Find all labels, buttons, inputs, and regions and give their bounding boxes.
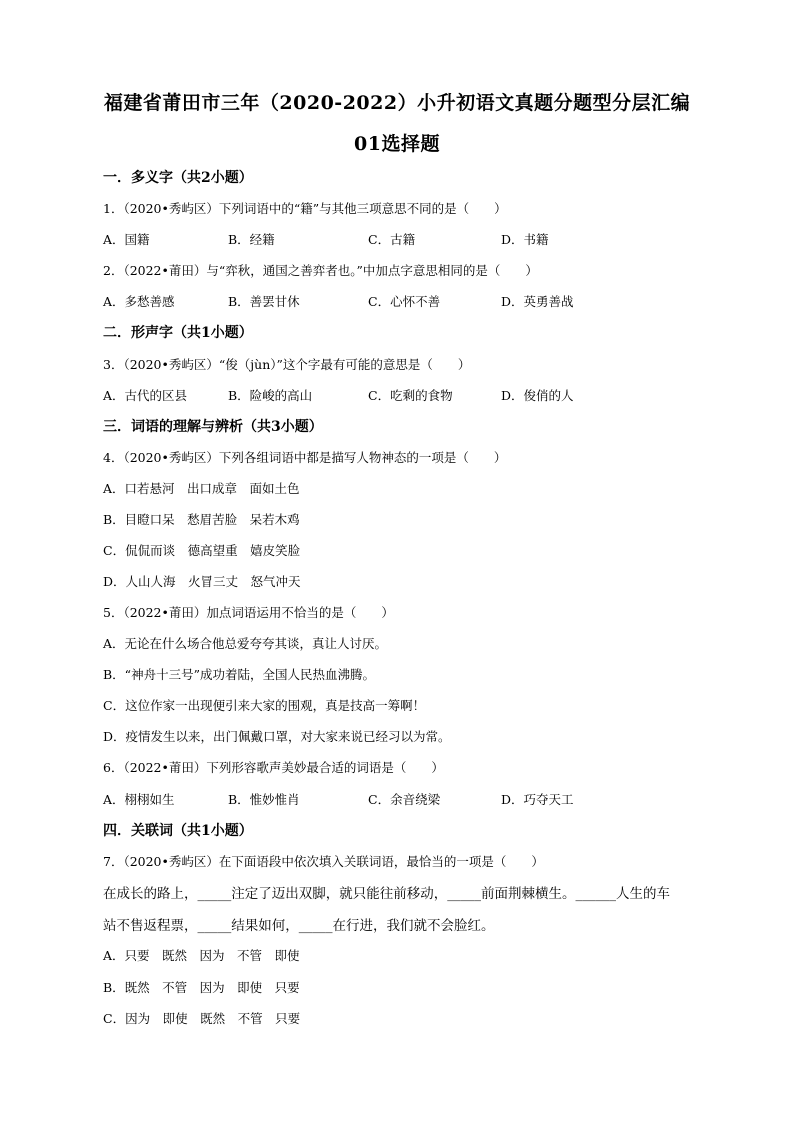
question-7-option-a: A．只要 既然 因为 不管 即使 <box>103 948 300 963</box>
option-c: C．吃剩的食物 <box>368 388 453 403</box>
section-heading-conjunctions: 四．关联词（共1小题） <box>103 823 253 839</box>
option-c: C．心怀不善 <box>368 294 441 309</box>
question-6-stem: 6．（2022•莆田）下列形容歌声美妙最合适的词语是（ ） <box>103 760 444 775</box>
question-4-stem: 4．（2020•秀屿区）下列各组词语中都是描写人物神态的一项是（ ） <box>103 450 507 465</box>
question-2-stem: 2．（2022•莆田）与“弈秋，通国之善弈者也。”中加点字意思相同的是（ ） <box>103 263 538 278</box>
question-4-option-c: C．侃侃而谈 德高望重 嬉皮笑脸 <box>103 543 301 558</box>
question-4-option-d: D．人山人海 火冒三丈 怒气冲天 <box>103 574 301 589</box>
option-a: A．多愁善感 <box>103 294 175 309</box>
section-heading-polysemy: 一．多义字（共2小题） <box>103 170 253 186</box>
option-d: D．巧夺天工 <box>501 792 574 807</box>
question-5-option-a: A．无论在什么场合他总爱夸夸其谈，真让人讨厌。 <box>103 636 388 651</box>
document-subtitle: 01选择题 <box>354 133 440 155</box>
option-d: D．俊俏的人 <box>501 388 574 403</box>
document-title: 福建省莆田市三年（2020-2022）小升初语文真题分题型分层汇编 <box>103 92 691 114</box>
option-c: C．古籍 <box>368 232 416 247</box>
option-c: C．余音绕梁 <box>368 792 441 807</box>
option-b: B．惟妙惟肖 <box>228 792 300 807</box>
question-7-passage-line-2: 站不售返程票，_____结果如何，_____在行进，我们就不会脸红。 <box>103 918 495 934</box>
section-heading-pictophonetic: 二．形声字（共1小题） <box>103 325 253 341</box>
question-3-stem: 3．（2020•秀屿区）“俊（jùn）”这个字最有可能的意思是（ ） <box>103 357 471 372</box>
option-d: D．英勇善战 <box>501 294 574 309</box>
option-a: A．栩栩如生 <box>103 792 175 807</box>
option-b: B．经籍 <box>228 232 275 247</box>
question-1-stem: 1．（2020•秀屿区）下列词语中的“籍”与其他三项意思不同的是（ ） <box>103 201 507 216</box>
question-4-option-a: A．口若悬河 出口成章 面如土色 <box>103 481 300 496</box>
option-b: B．险峻的高山 <box>228 388 313 403</box>
question-4-option-b: B．目瞪口呆 愁眉苦脸 呆若木鸡 <box>103 512 300 527</box>
option-b: B．善罢甘休 <box>228 294 300 309</box>
question-5-option-b: B．“神舟十三号”成功着陆，全国人民热血沸腾。 <box>103 667 375 682</box>
question-7-option-c: C．因为 即使 既然 不管 只要 <box>103 1011 301 1026</box>
option-a: A．古代的区县 <box>103 388 188 403</box>
question-5-option-d: D．疫情发生以来，出门佩戴口罩，对大家来说已经习以为常。 <box>103 729 451 744</box>
question-7-option-b: B．既然 不管 因为 即使 只要 <box>103 980 300 995</box>
question-5-stem: 5．（2022•莆田）加点词语运用不恰当的是（ ） <box>103 605 394 620</box>
option-a: A．国籍 <box>103 232 150 247</box>
question-5-option-c: C．这位作家一出现便引来大家的围观，真是技高一筹啊！ <box>103 698 426 713</box>
section-heading-word-usage: 三．词语的理解与辨析（共3小题） <box>103 419 323 435</box>
question-7-passage-line-1: 在成长的路上，_____注定了迈出双脚，就只能往前移动，_____前面荆棘横生。______人生的车 <box>103 886 670 902</box>
option-d: D．书籍 <box>501 232 549 247</box>
question-7-stem: 7．（2020•秀屿区）在下面语段中依次填入关联词语，最恰当的一项是（ ） <box>103 854 544 869</box>
